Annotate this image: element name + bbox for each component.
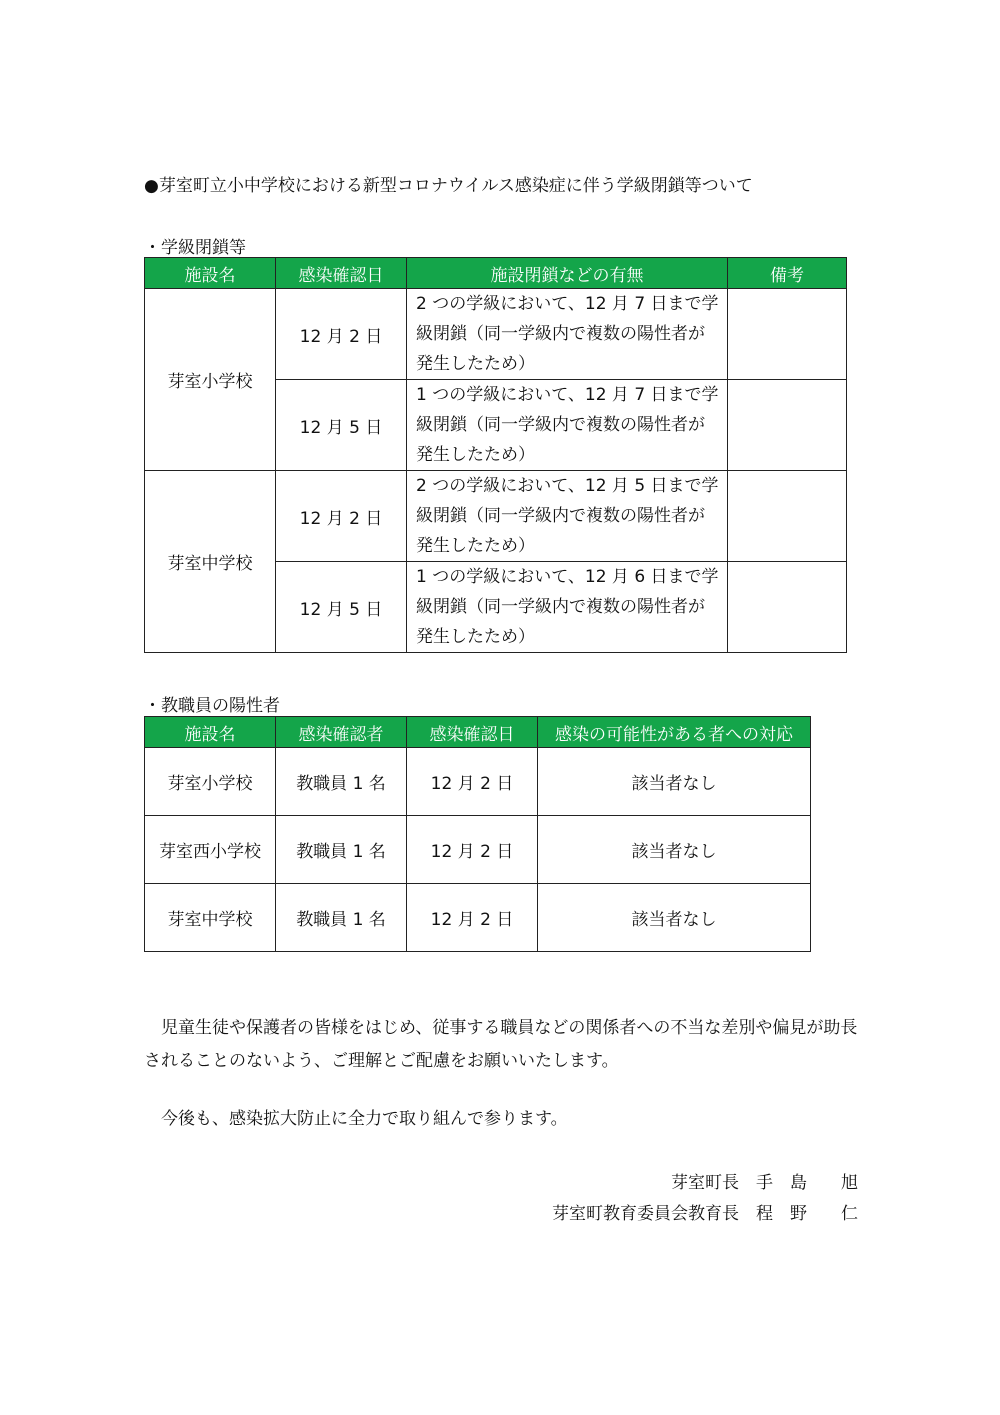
confirm-date: 12 月 2 日	[407, 816, 538, 884]
header-facility: 施設名	[145, 258, 276, 289]
closure-detail	[407, 380, 728, 471]
school-name: 芽室中学校	[145, 884, 276, 952]
detail-line: 発生したため）	[416, 536, 535, 556]
school-name: 芽室中学校	[145, 471, 276, 653]
confirm-date: 12 月 5 日	[276, 562, 407, 653]
note	[728, 471, 847, 562]
response: 該当者なし	[538, 816, 811, 884]
table-row	[145, 471, 847, 562]
confirm-date: 12 月 2 日	[276, 471, 407, 562]
note	[728, 380, 847, 471]
confirm-date: 12 月 2 日	[276, 289, 407, 380]
detail-line: 発生したため）	[416, 354, 535, 374]
table-header-row	[145, 258, 847, 289]
confirmed-person: 教職員 1 名	[276, 884, 407, 952]
detail-line: 1 つの学級において、12 月 6 日まで学	[416, 567, 719, 587]
detail-line: 1 つの学級において、12 月 7 日まで学	[416, 385, 719, 405]
header-confirm-date: 感染確認日	[407, 717, 538, 748]
section-label-staff-positive: ・教職員の陽性者	[144, 696, 280, 716]
detail-line: 級閉鎖（同一学級内で複数の陽性者が	[416, 324, 705, 344]
table-row	[145, 289, 847, 380]
header-response: 感染の可能性がある者への対応	[538, 717, 811, 748]
table-header-row	[145, 717, 811, 748]
confirmed-person: 教職員 1 名	[276, 816, 407, 884]
confirm-date: 12 月 5 日	[276, 380, 407, 471]
school-name: 芽室小学校	[145, 289, 276, 471]
table-row	[145, 816, 811, 884]
response: 該当者なし	[538, 884, 811, 952]
header-facility: 施設名	[145, 717, 276, 748]
note	[728, 562, 847, 653]
header-closure-status: 施設閉鎖などの有無	[407, 258, 728, 289]
signature-superintendent: 芽室町教育委員会教育長 程 野 仁	[552, 1204, 858, 1224]
confirmed-person: 教職員 1 名	[276, 748, 407, 816]
header-confirm-date: 感染確認日	[276, 258, 407, 289]
closure-detail	[407, 562, 728, 653]
detail-line: 級閉鎖（同一学級内で複数の陽性者が	[416, 415, 705, 435]
header-notes: 備考	[728, 258, 847, 289]
staff-positive-table	[144, 716, 811, 952]
section-label-class-closure: ・学級閉鎖等	[144, 238, 246, 258]
detail-line: 発生したため）	[416, 627, 535, 647]
detail-line: 2 つの学級において、12 月 7 日まで学	[416, 294, 719, 314]
closure-detail	[407, 289, 728, 380]
confirm-date: 12 月 2 日	[407, 884, 538, 952]
class-closure-table	[144, 257, 847, 653]
signature-mayor: 芽室町長 手 島 旭	[671, 1173, 858, 1193]
table-row	[145, 748, 811, 816]
notice-paragraph: 児童生徒や保護者の皆様をはじめ、従事する職員などの関係者への不当な差別や偏見が助長されることのないよう、ご理解とご配慮をお願いいたします。	[144, 1018, 858, 1071]
closing-paragraph: 今後も、感染拡大防止に全力で取り組んで参ります。	[144, 1109, 568, 1129]
detail-line: 発生したため）	[416, 445, 535, 465]
school-name: 芽室小学校	[145, 748, 276, 816]
detail-line: 2 つの学級において、12 月 5 日まで学	[416, 476, 719, 496]
response: 該当者なし	[538, 748, 811, 816]
detail-line: 級閉鎖（同一学級内で複数の陽性者が	[416, 506, 705, 526]
closure-detail	[407, 471, 728, 562]
table-row	[145, 884, 811, 952]
document-title: ●芽室町立小中学校における新型コロナウイルス感染症に伴う学級閉鎖等ついて	[144, 176, 753, 196]
confirm-date: 12 月 2 日	[407, 748, 538, 816]
note	[728, 289, 847, 380]
school-name: 芽室西小学校	[145, 816, 276, 884]
detail-line: 級閉鎖（同一学級内で複数の陽性者が	[416, 597, 705, 617]
header-confirmed-person: 感染確認者	[276, 717, 407, 748]
